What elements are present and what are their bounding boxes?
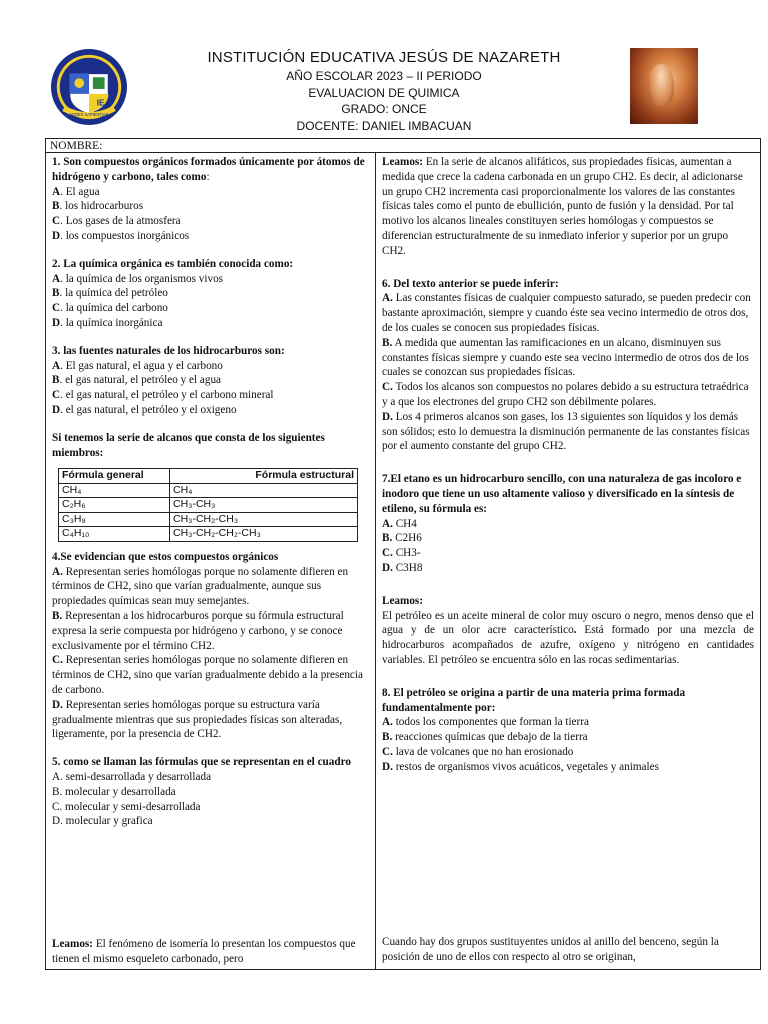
option-c[interactable]: C. la química del carbono [52,302,168,315]
svg-text:IE: IE [96,98,105,108]
petroleum-reading: Leamos: El petróleo es un aceite mineral de color muy oscuro o negro, menos denso que el agua y de un olor acre característico. Está formado por una mezcla de hidrocarburos acompañados de azufre, oxígeno y nitrógeno en cantidades variables. El petróleo se encuentra sólo en las rocas sedimentarias. [382,594,754,666]
name-field[interactable] [46,139,760,153]
option-b[interactable]: B. A medida que aumentan las ramificaciones en un alcano, disminuyen sus constantes físicas siempre y cuando este sea vecino intermedio de otros dos de los cuales se conozcan sus propiedades físicas. [382,336,749,379]
table-row [59,498,358,513]
option-a[interactable]: A. Representan series homólogas porque no solamente difieren en términos de CH2, sino que varían gradualmente, aunque sus propiedades químicas sean muy semejantes. [52,565,349,608]
document-header [0,44,768,136]
svg-text:SEDES SAPIENTIAE: SEDES SAPIENTIAE [69,112,109,118]
series-intro: Si tenemos la serie de alcanos que consta de los siguientes miembros: [52,431,325,459]
left-column [52,155,370,842]
option-a[interactable]: A. todos los componentes que forman la tierra [382,716,589,729]
option-b[interactable]: B. molecular y desarrollada [52,785,176,798]
table-row [59,527,358,542]
reading-label: Leamos: [382,594,424,607]
option-d[interactable]: D. la química inorgánica [52,316,163,329]
isomeria-reading [52,937,370,967]
question-2-title: 2. La química orgánica es también conocida como: [52,257,294,270]
option-d[interactable]: D. Los 4 primeros alcanos son gases, los 13 siguientes son líquidos y los demás son sólidos; esto lo demuestra la disminución permanente de las constantes físicas por el aumento constante del grupo CH2. [382,410,750,453]
question-8 [382,686,754,775]
table-row [59,483,358,498]
structural-cell: CH₃-CH₂-CH₃ [170,512,358,527]
option-d[interactable]: D. el gas natural, el petróleo y el oxigeno [52,403,237,416]
question-1-title: 1. Son compuestos orgánicos formados únicamente por átomos de hidrógeno y carbono, tales como [52,156,365,183]
option-a[interactable]: A. CH4 [382,517,417,530]
general-cell: C₄H₁₀ [59,527,170,542]
question-3 [52,344,370,418]
option-a[interactable]: A. la química de los organismos vivos [52,272,224,285]
question-4 [52,550,370,742]
option-b[interactable]: B. C2H6 [382,532,422,545]
question-6-title: 6. Del texto anterior se puede inferir: [382,277,559,290]
general-cell: CH₄ [59,483,170,498]
question-3-title: 3. las fuentes naturales de los hidrocarburos son: [52,344,285,357]
benzene-text: Cuando hay dos grupos sustituyentes unidos al anillo del benceno, según la posición de uno de ellos con respecto al otro se originan, [382,936,719,963]
formula-table [58,468,358,542]
reading-label: Leamos: [52,938,94,950]
question-1: 1. Son compuestos orgánicos formados únicamente por átomos de hidrógeno y carbono, tales como: A. El agua B. los hidrocarburos C. Los gases de la atmosfera D. los compuestos inorgánicos [52,155,370,244]
alkanes-reading [382,155,754,259]
option-d[interactable]: D. Representan series homólogas porque su estructura varía gradualmente mientras que sus propiedades físicas son alteradas, ligeramente, por la presencia de CH2. [52,698,343,741]
exam-sheet [45,138,761,970]
question-4-title: 4.Se evidencian que estos compuestos orgánicos [52,550,279,563]
general-cell: C₃H₈ [59,512,170,527]
option-c[interactable]: C. molecular y semi-desarrollada [52,800,201,813]
structural-cell: CH₃-CH₃ [170,498,358,513]
reading-text-a: El petróleo es un aceite mineral de color muy oscuro o negro, menos denso que el agua y de un olor acre característico [382,609,754,637]
structural-cell: CH₃-CH₂-CH₂-CH₃ [170,527,358,542]
option-a[interactable]: A. El agua [52,185,100,198]
option-c[interactable]: C. lava de volcanes que no han erosionado [382,745,574,758]
option-c[interactable]: C. el gas natural, el petróleo y el carbono mineral [52,389,274,402]
school-crest-logo [50,48,128,126]
header-text [140,48,628,134]
option-c[interactable]: C. Los gases de la atmosfera [52,215,181,228]
question-8-title: 8. El petróleo se origina a partir de una materia prima formada fundamentalmente por: [382,686,686,714]
school-name: INSTITUCIÓN EDUCATIVA JESÚS DE NAZARETH [207,49,561,66]
option-a[interactable]: A. El gas natural, el agua y el carbono [52,359,223,372]
question-7-title: 7.El etano es un hidrocarburo sencillo, con una naturaleza de gas incoloro e inodoro que tiene un uso altamente valioso y diversificado en la síntesis de etileno, su fórmula es: [382,473,742,515]
right-column [382,155,754,787]
option-b[interactable]: B. la química del petróleo [52,287,168,300]
structural-cell: CH₄ [170,483,358,498]
option-c[interactable]: C. Todos los alcanos son compuestos no polares debido a su estructura tetraédrica y a que los electrones del grupo CH2 son débilmente polares. [382,381,749,408]
option-b[interactable]: B. los hidrocarburos [52,200,144,213]
reading-text: En la serie de alcanos alifáticos, sus propiedades físicas, aumentan a medida que crece la cadena carbonada en un grupo CH2. Es decir, al adicionarse un grupo CH2 incrementa casi proporcionalmente los valores de las constantes físicas tales como el punto de ebullición, punto de fusión y la densidad. Por tal motivo los alcanos lineales constituyen series homólogas y compuestos se diferencian estructuralmente de su inmediato inferior y superior por un grupo CH2. [382,156,743,257]
school-year: AÑO ESCOLAR 2023 – II PERIODO [286,69,482,83]
option-d[interactable]: D. C3H8 [382,561,423,574]
general-cell: C₂H₆ [59,498,170,513]
option-a[interactable]: A. semi-desarrollada y desarrollada [52,771,212,783]
teacher-label: DOCENTE: DANIEL IMBACUAN [296,118,472,133]
option-b[interactable]: B. reacciones químicas que debajo de la tierra [382,731,588,744]
option-b[interactable]: B. Representan a los hidrocarburos porque su fórmula estructural expresa la serie compuesta por hidrógeno y carbono, y se conoce exclusivamente por el término CH2. [52,610,344,652]
option-c[interactable]: C. CH3- [382,547,421,560]
question-5-title: 5. como se llaman las fórmulas que se representan en el cuadro [52,756,351,769]
question-6 [382,277,754,455]
table-row [59,512,358,527]
option-d[interactable]: D. molecular y grafica [52,815,153,828]
header-structural: Fórmula estructural [170,469,358,484]
grade-label: GRADO: ONCE [341,102,427,116]
exam-title: EVALUACION DE QUIMICA [308,85,460,100]
option-b[interactable]: B. el gas natural, el petróleo y el agua [52,374,221,387]
reading-text: El fenómeno de isomería lo presentan los compuestos que tienen el mismo esqueleto carbonado, pero [52,938,356,965]
question-7 [382,472,754,576]
header-photo [630,48,698,124]
column-divider [375,153,376,969]
table-header-row [59,469,358,484]
option-d[interactable]: D. restos de organismos vivos acuáticos, vegetales y animales [382,760,659,773]
option-a[interactable]: A. Las constantes físicas de cualquier compuesto saturado, se pueden predecir con bastante aproximación, siempre y cuando éste sea vecino intermedio de otros dos, de los cuales se conocen sus propiedades físicas. [382,292,751,334]
question-5 [52,755,370,829]
reading-label: Leamos: [382,156,424,168]
reading-text-b: Está formado por una mezcla de hidrocarburos acompañados de azufre, oxígeno y nitrógeno en cantidades variables. El petróleo se encuentra sólo en las rocas sedimentarias. [382,624,754,666]
option-d[interactable]: D. los compuestos inorgánicos [52,229,190,242]
header-general: Fórmula general [59,469,170,484]
name-label: NOMBRE: [50,140,103,152]
option-c[interactable]: C. Representan series homólogas porque no solamente difieren en términos de CH2, sino que varían gradualmente debido a la presencia de carbono. [52,654,363,697]
photo-figure [648,64,674,106]
question-2 [52,257,370,331]
